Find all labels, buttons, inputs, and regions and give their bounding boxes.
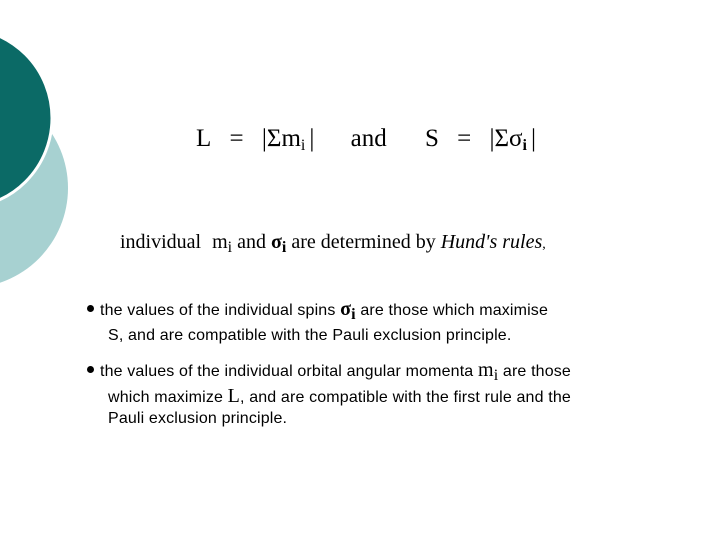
bullet-2-line-3: Pauli exclusion principle. xyxy=(108,410,288,427)
eq-sum-si-left: |Σσ xyxy=(489,125,523,152)
bullet-2-symbol xyxy=(477,359,499,384)
eq-sum-si-right: | xyxy=(531,125,537,152)
eq-S: S xyxy=(424,125,439,152)
eq-equals-1: = xyxy=(229,125,244,152)
bullet-dot-icon xyxy=(87,366,94,373)
bullet-1-sigma-sub: i xyxy=(351,306,356,323)
bullet-dot-icon xyxy=(87,305,94,312)
bullet-1-text-after: are those which maximise xyxy=(360,302,548,319)
bullet-1-sigma: σ xyxy=(340,298,352,320)
eq-sum-mi-sub: i xyxy=(300,137,306,154)
bullet-1-line-2: S, and are compatible with the Pauli exclusion principle. xyxy=(108,327,512,344)
hund-word-individual: individual xyxy=(120,231,202,253)
bullet-2-text-after: are those xyxy=(502,363,571,380)
hund-rules-line xyxy=(120,228,546,262)
bullet-2-line2-before: which maximize xyxy=(108,389,224,406)
decorative-circles xyxy=(0,0,120,300)
bullet-2-m: m xyxy=(477,359,494,381)
bullet-item-spins xyxy=(87,299,627,346)
eq-sum-mi-right: | xyxy=(309,125,315,152)
bullet-2-line-1 xyxy=(87,360,637,386)
hund-rest: are determined by xyxy=(291,231,436,253)
bullet-2-L-symbol: L xyxy=(227,385,240,407)
bullet-1-symbol xyxy=(340,298,356,323)
hund-m-symbol: m xyxy=(212,231,228,253)
eq-sum-mi xyxy=(262,122,314,163)
eq-and: and xyxy=(350,125,387,152)
bullet-1-line-1 xyxy=(87,299,627,325)
eq-sum-si xyxy=(490,122,537,163)
hund-comma: , xyxy=(542,237,546,252)
hund-and: and xyxy=(237,231,267,253)
bullet-1-text-before: the values of the individual spins xyxy=(100,302,336,319)
bullet-2-text-before: the values of the individual orbital angular momenta xyxy=(100,363,474,380)
hund-sigma-symbol: σ xyxy=(271,231,282,253)
eq-sum-mi-left: |Σm xyxy=(261,125,301,152)
bullet-2-m-sub: i xyxy=(493,367,499,384)
eq-equals-2: = xyxy=(457,125,472,152)
bullet-2-line-2 xyxy=(87,386,637,408)
hund-m xyxy=(212,231,233,256)
eq-sum-si-sub: i xyxy=(522,137,527,154)
eq-L: L xyxy=(196,125,212,152)
equation-line xyxy=(196,122,536,163)
bullet-2-line2-after: , and are compatible with the first rule and the xyxy=(240,389,571,406)
bullet-item-orbital xyxy=(87,360,637,429)
hund-m-sub: i xyxy=(227,239,233,256)
hund-sigma-sub: i xyxy=(281,239,287,256)
hund-rules-italic: Hund's rules xyxy=(440,231,543,253)
hund-sigma xyxy=(271,231,287,256)
